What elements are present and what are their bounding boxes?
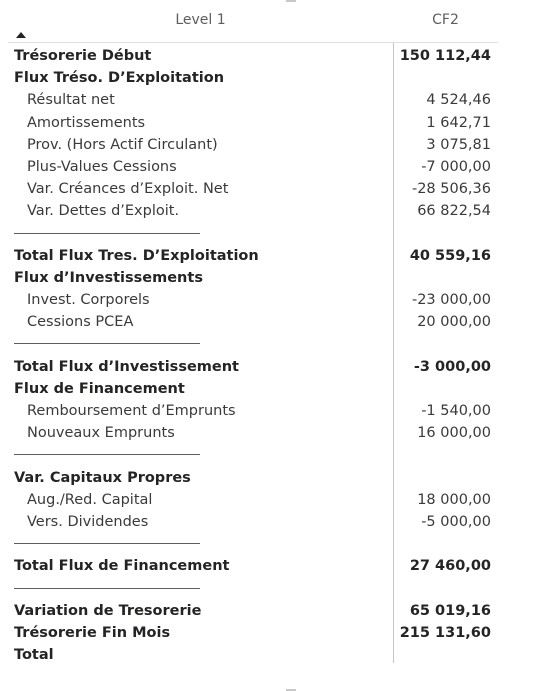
row-value: -1 540,00 xyxy=(421,403,491,419)
table-row[interactable] xyxy=(8,156,498,178)
row-label: Total Flux Tres. D’Exploitation xyxy=(14,247,259,264)
table-row[interactable] xyxy=(8,511,498,533)
row-value: 18 000,00 xyxy=(417,491,491,508)
row-label: Flux de Financement xyxy=(14,380,185,397)
row-label: Variation de Tresorerie xyxy=(14,602,202,619)
row-value: -23 000,00 xyxy=(411,292,491,309)
table-row[interactable] xyxy=(8,555,498,577)
row-value: 16 000,00 xyxy=(417,425,491,442)
row-label: Total Flux d’Investissement xyxy=(14,358,239,375)
row-label: Prov. (Hors Actif Circulant) xyxy=(27,136,218,153)
table-row[interactable] xyxy=(8,600,498,622)
column-header-cf2[interactable]: CF2 xyxy=(432,12,459,28)
row-label: Var. Créances d’Exploit. Net xyxy=(27,181,229,198)
table-row[interactable] xyxy=(8,112,498,134)
row-value: -28 506,36 xyxy=(411,181,491,198)
table-row[interactable] xyxy=(8,378,498,400)
row-value: 150 112,44 xyxy=(399,48,491,64)
table-row[interactable] xyxy=(8,89,498,111)
row-label: Total Flux de Financement xyxy=(14,558,230,575)
table-row[interactable] xyxy=(8,200,498,222)
row-label: Aug./Red. Capital xyxy=(27,491,153,508)
row-value: 3 075,81 xyxy=(426,136,491,153)
row-value: 4 524,46 xyxy=(426,92,491,109)
total-row[interactable] xyxy=(8,644,498,666)
table-row[interactable] xyxy=(8,289,498,311)
row-label: Total xyxy=(14,647,54,664)
table-row[interactable] xyxy=(8,489,498,511)
table-row[interactable] xyxy=(8,67,498,89)
row-label: Trésorerie Début xyxy=(14,48,152,64)
table-row[interactable] xyxy=(8,134,498,156)
row-label: Invest. Corporels xyxy=(27,292,150,309)
table-row[interactable] xyxy=(8,45,498,67)
row-label: Var. Dettes d’Exploit. xyxy=(27,203,180,220)
row-value: 65 019,16 xyxy=(409,602,491,619)
row-label: Plus-Values Cessions xyxy=(27,158,177,175)
row-value: -5 000,00 xyxy=(421,513,491,530)
row-value: 1 642,71 xyxy=(426,114,491,131)
row-label: Flux d’Investissements xyxy=(14,269,203,286)
separator-row xyxy=(8,333,498,355)
separator-row xyxy=(8,578,498,600)
column-header-level1[interactable]: Level 1 xyxy=(175,12,226,28)
row-value: 20 000,00 xyxy=(417,314,491,331)
row-label: Amortissements xyxy=(27,114,146,131)
matrix-body xyxy=(8,45,498,666)
separator-row xyxy=(8,444,498,466)
separator-row xyxy=(8,223,498,245)
row-label: Trésorerie Fin Mois xyxy=(14,624,171,641)
table-row[interactable] xyxy=(8,467,498,489)
row-value: 66 822,54 xyxy=(417,203,491,220)
separator-line xyxy=(14,543,200,544)
table-row[interactable] xyxy=(8,267,498,289)
row-label: Nouveaux Emprunts xyxy=(27,425,175,442)
table-row[interactable] xyxy=(8,622,498,644)
separator-line xyxy=(14,343,200,344)
row-label: Résultat net xyxy=(27,92,115,109)
row-label: Var. Capitaux Propres xyxy=(14,469,191,486)
separator-line xyxy=(14,454,200,455)
matrix-header xyxy=(8,0,498,43)
separator-line xyxy=(14,233,200,234)
table-row[interactable] xyxy=(8,245,498,267)
table-row[interactable] xyxy=(8,356,498,378)
row-value: 40 559,16 xyxy=(409,247,491,264)
separator-row xyxy=(8,533,498,555)
row-value: -7 000,00 xyxy=(421,158,491,175)
row-value: -3 000,00 xyxy=(413,358,491,375)
table-row[interactable] xyxy=(8,422,498,444)
row-label: Remboursement d’Emprunts xyxy=(27,403,236,419)
table-row[interactable] xyxy=(8,178,498,200)
table-row[interactable] xyxy=(8,311,498,333)
row-label: Vers. Dividendes xyxy=(27,513,149,530)
row-value: 215 131,60 xyxy=(399,624,491,641)
table-row[interactable] xyxy=(8,400,498,422)
row-label: Flux Tréso. D’Exploitation xyxy=(14,70,225,87)
separator-line xyxy=(14,588,200,589)
sort-ascending-icon[interactable] xyxy=(16,32,26,38)
row-label: Cessions PCEA xyxy=(27,314,134,331)
row-value: 27 460,00 xyxy=(409,558,491,575)
